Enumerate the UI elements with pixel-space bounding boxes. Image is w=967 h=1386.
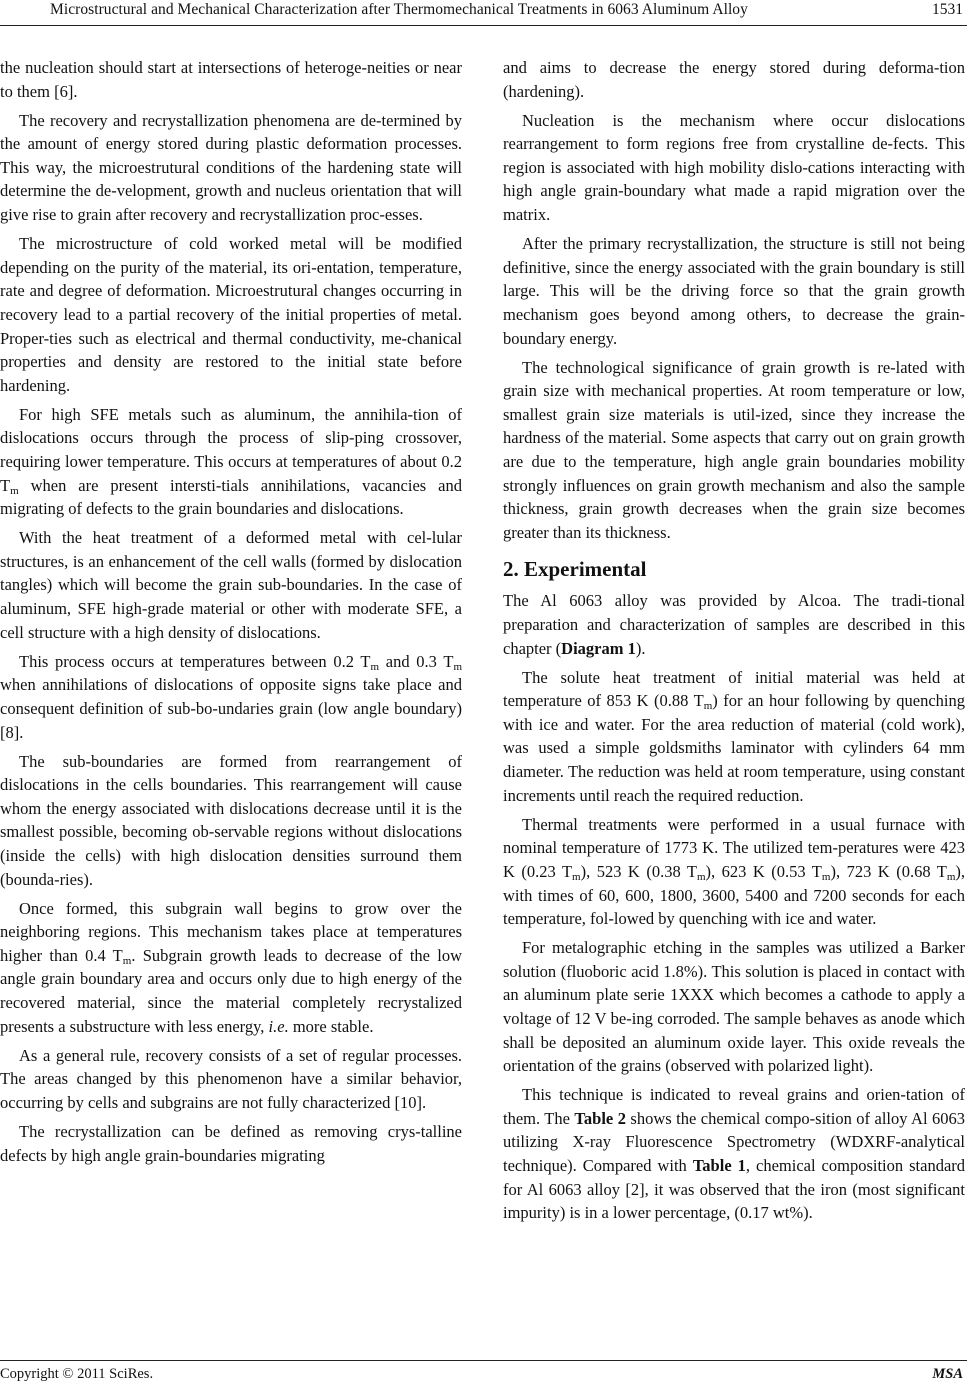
paragraph: the nucleation should start at intersections of heteroge-neities or near to them [6]. [0,58,462,101]
running-title: Microstructural and Mechanical Characterization after Thermomechanical Treatments in 6063 Aluminum Alloy [50,1,748,18]
paragraph: The technological significance of grain growth is re-lated with grain size with mechanical properties. At room temperature or low, smallest grain size materials is util-ized, since they increase the hardness of the material. Some aspects that carry out on grain growth are due to the temperature, high angle grain boundaries mobility strongly influences on grain growth mechanism and also the sample thickness, grain growth decreases when the grain size becomes greater than its thickness. [503,357,965,542]
diagram-reference: Diagram 1 [561,638,636,658]
section-heading: 2. Experimental [503,557,647,582]
right-column [503,56,965,1230]
paragraph: Once formed, this subgrain wall begins to grow over the neighboring regions. This mechanism takes place at temperatures higher than 0.4 $T_m$. Subgrain growth leads to decrease of the low angle grain boundary area and occurs only due to high energy of the recovered material, since the material completely recrystalized presents a substructure with less energy, i.e. more stable. [0,898,463,1036]
paragraph: The recovery and recrystallization phenomena are de-termined by the amount of energy stored during plastic deformation processes. This way, the microestrutural conditions of the hardening state will determine the de-velopment, growth and nucleus orientation that will give rise to grain after recovery and recrystallization proc-esses. [0,110,462,225]
journal-abbreviation: MSA [932,1366,963,1382]
paragraph: After the primary recrystallization, the structure is still not being definitive, since the energy associated with the grain boundary is still large. This will be the driving force so that the grain growth mechanism goes beyond among others, to decrease the grain-boundary energy. [503,234,965,348]
paragraph: The recrystallization can be defined as removing crys-talline defects by high angle grain-boundaries migrating [0,1122,462,1165]
table-reference: Table 1 [692,1156,746,1176]
footer-rule [0,1360,967,1361]
paragraph: and aims to decrease the energy stored during deforma-tion (hardening). [503,58,965,101]
paragraph: As a general rule, recovery consists of a set of regular processes. The areas changed by this phenomenon have a similar behavior, occurring by cells and subgrains are not fully characterized [10]. [0,1045,462,1112]
copyright-notice: Copyright © 2011 SciRes. [0,1366,154,1382]
paragraph: Thermal treatments were performed in a usual furnace with nominal temperature of 1773 K. The utilized tem-peratures were 423 K (0.23 $T_m$), 523 K (0.38 $T_m$), 623 K (0.53 $T_m$), 723 K (0.68 $T_m$), with times of 60, 600, 1800, 3600, 5400 and 7200 seconds for each temperature, fol-lowed by quenching with ice and water. [503,814,966,929]
paragraph: Nucleation is the mechanism where occur dislocations rearrangement to form regions free from crystalline de-fects. This region is associated with high mobility dislo-cations interacting with high angle grain-boundary what made a rapid migration over the matrix. [503,110,965,225]
paragraph: The microstructure of cold worked metal will be modified depending on the purity of the material, its ori-entation, temperature, rate and degree of deformation. Microestrutural changes occurring in recovery lead to a partial recovery of the initial properties of metal. Proper-ties such as electrical and thermal conductivity, me-chanical properties and density are restored to the initial state before hardening. [0,234,462,395]
paragraph: This technique is indicated to reveal grains and orien-tation of them. The Table 2 shows the chemical compo-sition of alloy Al 6063 utilizing X-ray Fluorescence Spectrometry (WDXRF-analytical technique). Compared with Table 1, chemical composition standard for Al 6063 alloy [2], it was observed that the iron (most significant impurity) is in a lower percentage, (0.17 wt%). [503,1085,966,1223]
table-reference: Table 2 [574,1108,626,1128]
paragraph: This process occurs at temperatures between 0.2 $T_m$ and 0.3 $T_m$ when annihilations of dislocations of opposite signs take place and consequent definition of sub-bo-undaries grain (low angle boundary) [8]. [0,651,463,742]
header-rule [0,25,967,26]
paragraph: For high SFE metals such as aluminum, the annihila-tion of dislocations occurs through the process of slip-ping crossover, requiring lower temperature. This occurs at temperatures of about 0.2 $T_m$ when are present intersti-tials annihilations, vacancies and migrating of defects to the grain boundaries and dislocations. [0,404,462,519]
paragraph: The Al 6063 alloy was provided by Alcoa. The tradi-tional preparation and characterization of samples are described in this chapter (Diagram 1). [503,591,965,658]
paragraph: With the heat treatment of a deformed metal with cel-lular structures, is an enhancement of the cell walls (formed by dislocation tangles) which will become the grain sub-boundaries. In the case of aluminum, SFE high-grade material or other with moderate SFE, a cell structure with a high density of dislocations. [0,528,462,642]
paragraph: The sub-boundaries are formed from rearrangement of dislocations in the cells boundaries. This rearrangement will cause whom the energy associated with dislocations decrease until it is the smallest possible, becoming ob-servable regions without dislocations (inside the cells) with high dislocation densities surround them (bounda-ries). [0,751,462,889]
left-column [0,56,462,1173]
paragraph: For metalographic etching in the samples was utilized a Barker solution (fluoboric acid 1.8%). This solution is placed in contact with an aluminum plate serie 1XXX which becomes a cathode to apply a voltage of 12 V be-ing corroded. The sample behaves as anode which shall be deposited an aluminum oxide layer. This oxide reveals the orientation of the grains (observed with polarized light). [503,938,965,1076]
page-number: 1531 [932,1,963,18]
paragraph: The solute heat treatment of initial material was held at temperature of 853 K (0.88 $T_m$) for an hour following by quenching with ice and water. For the area reduction of material (cold work), was used a simple goldsmiths laminator with cylinders 64 mm diameter. The reduction was held at room temperature, using constant increments until reach the required reduction. [503,667,965,805]
running-header [0,0,967,26]
